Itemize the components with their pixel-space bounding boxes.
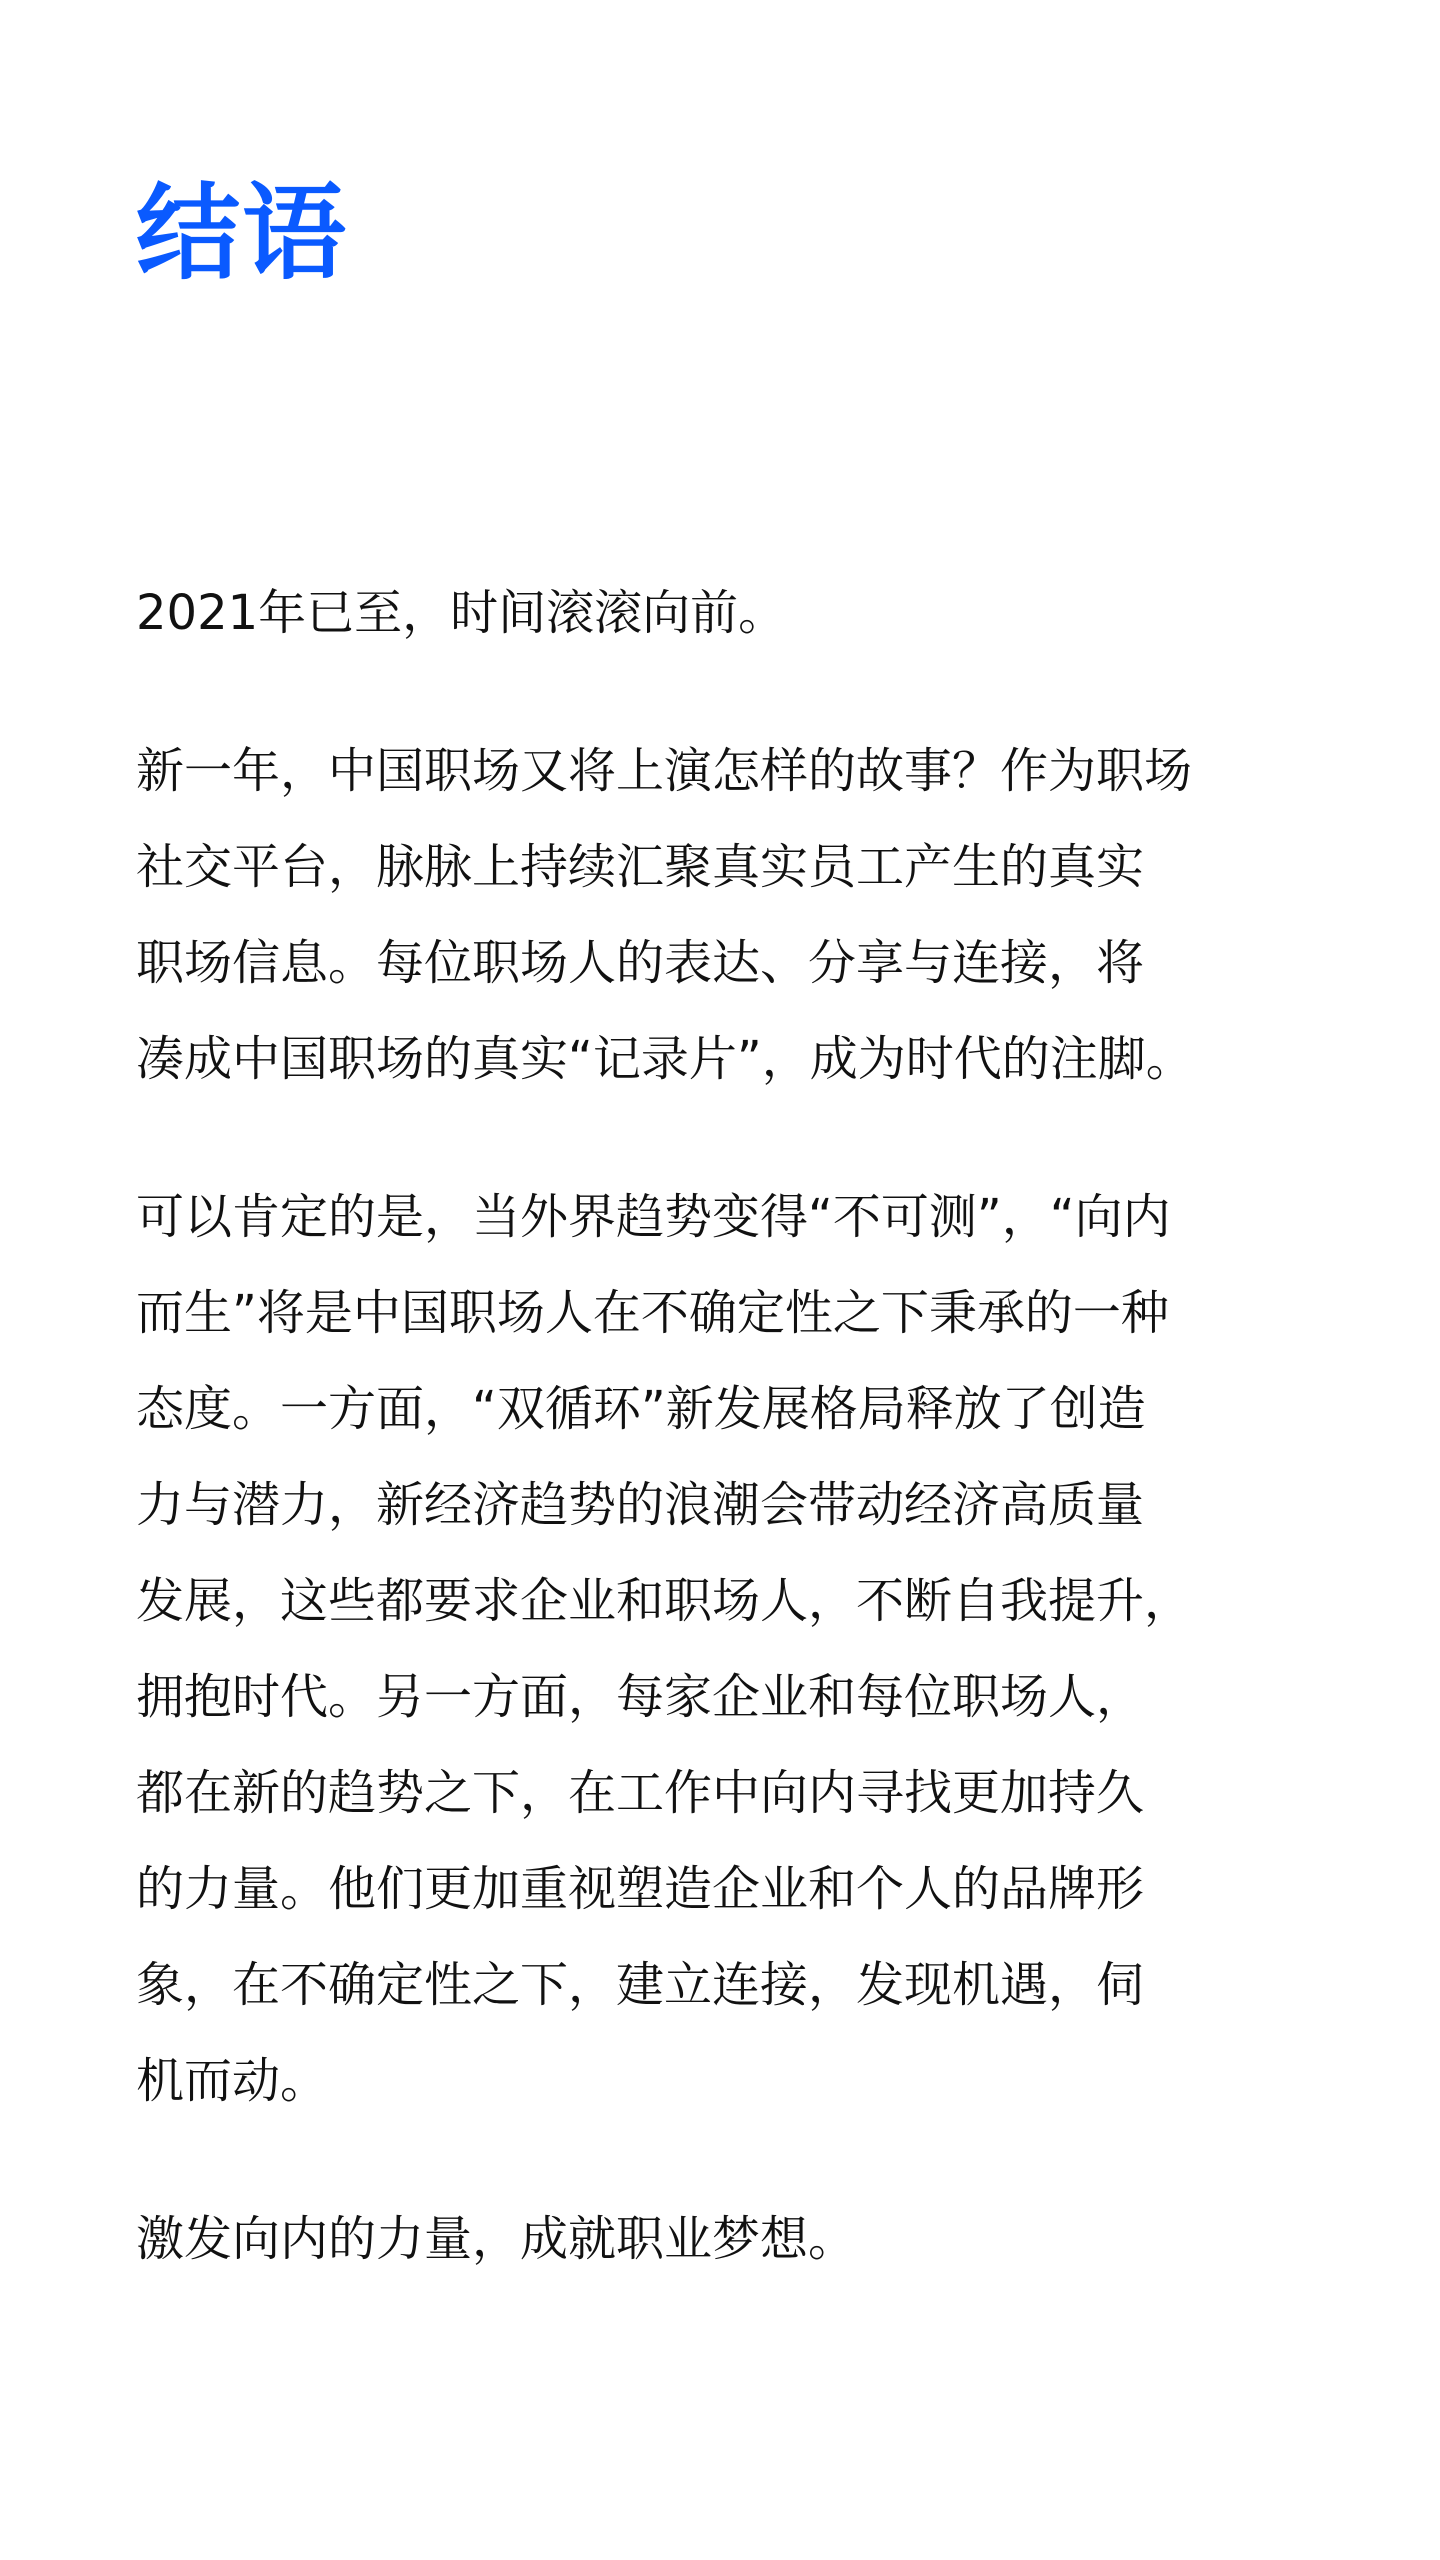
paragraph-line: 力与潜力，新经济趋势的浪潮会带动经济高质量 (136, 1477, 1145, 1533)
paragraph-line: 拥抱时代。另一方面，每家企业和每位职场人， (136, 1669, 1145, 1725)
article-body (136, 565, 1316, 2287)
page-title: 结语 (136, 172, 349, 294)
paragraph-line: 机而动。 (136, 2053, 329, 2109)
paragraph-line: 激发向内的力量，成就职业梦想。 (136, 2211, 857, 2267)
paragraph-line: 社交平台，脉脉上持续汇聚真实员工产生的真实 (136, 839, 1145, 895)
paragraph-line: 2021年已至，时间滚滚向前。 (136, 585, 787, 641)
paragraph-line: 象，在不确定性之下，建立连接，发现机遇，伺 (136, 1957, 1145, 2013)
paragraph-line: 而生”将是中国职场人在不确定性之下秉承的一种 (136, 1285, 1169, 1341)
paragraph-line: 发展，这些都要求企业和职场人，不断自我提升， (136, 1573, 1193, 1629)
paragraph-line: 凑成中国职场的真实“记录片”，成为时代的注脚。 (136, 1031, 1194, 1087)
paragraph-1 (136, 565, 1316, 661)
paragraph-line: 新一年，中国职场又将上演怎样的故事？作为职场 (136, 743, 1193, 799)
paragraph-line: 都在新的趋势之下，在工作中向内寻找更加持久 (136, 1765, 1145, 1821)
paragraph-line: 职场信息。每位职场人的表达、分享与连接，将 (136, 935, 1145, 991)
paragraph-line: 可以肯定的是，当外界趋势变得“不可测”，“向内 (136, 1189, 1171, 1245)
paragraph-4 (136, 2191, 1316, 2287)
paragraph-3 (136, 1169, 1316, 2129)
paragraph-line: 的力量。他们更加重视塑造企业和个人的品牌形 (136, 1861, 1145, 1917)
paragraph-2 (136, 723, 1316, 1107)
paragraph-line: 态度。一方面，“双循环”新发展格局释放了创造 (136, 1381, 1146, 1437)
